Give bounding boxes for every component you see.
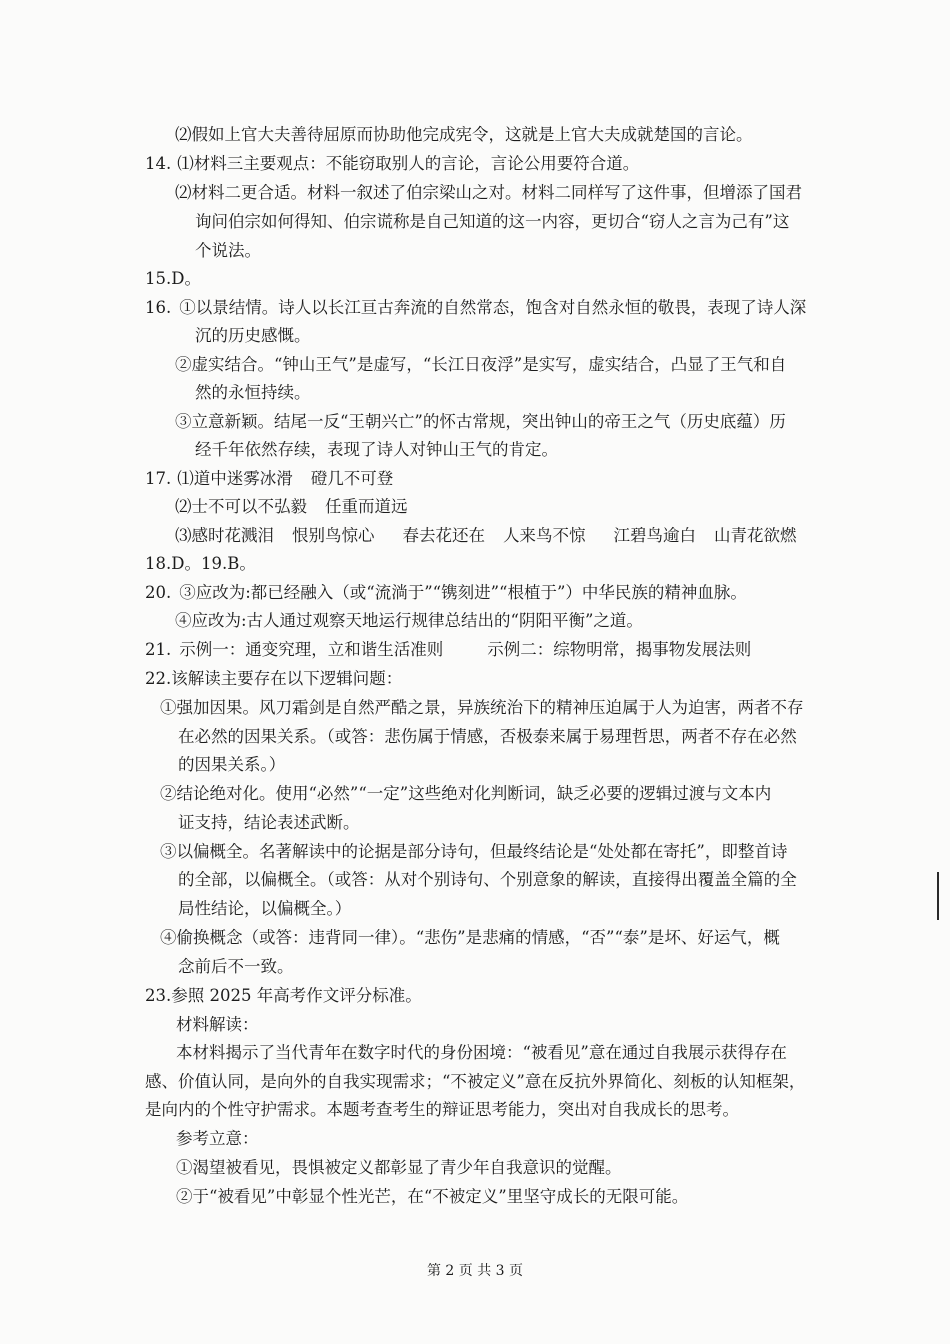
q23-reading-line-2: 感、价值认同，是向外的自我实现需求；“不被定义”意在反抗外界简化、刻板的认知框架，: [145, 1072, 806, 1091]
q17-answer-3-part-2: 恨别鸟惊心: [292, 526, 375, 545]
q22-point-1-line-3: 的因果关系。）: [178, 755, 286, 774]
q22-point-4-line-1: ④偷换概念（或答：违背同一律）。“悲伤”是悲痛的情感，“否”“泰”是坏、好运气，概: [160, 928, 780, 947]
q17-answer-2-part-1: ⑵士不可以不弘毅: [175, 497, 307, 516]
q15-answer: 15.D。: [145, 269, 201, 288]
q22-point-2-line-2: 证支持，结论表述武断。: [178, 813, 360, 832]
page-number-footer: 第 2 页 共 3 页: [426, 1263, 524, 1279]
q14-answer-2-line-1: ⑵材料二更合适。材料一叙述了伯宗梁山之对。材料二同样写了这件事，但增添了国君: [175, 183, 802, 202]
scan-edge-mark: [937, 872, 939, 920]
q17-answer-3: [175, 525, 797, 547]
q22-point-1-line-1: ①强加因果。风刀霜剑是自然严酷之景，异族统治下的精神压迫属于人为迫害，两者不存: [160, 698, 804, 717]
q17-answer-3-part-1: ⑶感时花溅泪: [175, 526, 274, 545]
q17-answer-1-part-2: 磴几不可登: [310, 469, 394, 488]
q14-answer-1: [145, 153, 639, 175]
q20-answer-1: [145, 582, 747, 604]
q22-point-1-line-2: 在必然的因果关系。（或答：悲伤属于情感，否极泰来属于易理哲思，两者不存在必然: [178, 727, 797, 746]
q17-answer-3-part-4: 人来鸟不惊: [503, 526, 586, 545]
q14-answer-2-line-3: 个说法。: [195, 241, 261, 260]
q16-answer-2-line-2: 然的永恒持续。: [195, 383, 311, 402]
q23-heading: 23.参照 2025 年高考作文评分标准。: [145, 986, 422, 1005]
q17-answer-1-part-1: ⑴道中迷雾冰滑: [177, 469, 293, 488]
q22-point-3-line-3: 局性结论，以偏概全。）: [178, 899, 352, 918]
q17-answer-1: [145, 468, 393, 490]
q23-reading-line-3: 是向内的个性守护需求。本题考查考生的辩证思考能力，突出对自我成长的思考。: [145, 1100, 739, 1119]
q22-heading: 22.该解读主要存在以下逻辑问题：: [145, 669, 403, 688]
q14-number: 14.: [145, 154, 172, 173]
q16-answer-2-line-1: ②虚实结合。“钟山王气”是虚写，“长江日夜浮”是实写，虚实结合，凸显了王气和自: [175, 355, 787, 374]
q20-number: 20.: [145, 583, 172, 602]
q17-answer-2-part-2: 任重而道远: [325, 497, 408, 516]
q21-answer: [145, 639, 751, 661]
q23-reading-line-1: 本材料揭示了当代青年在数字时代的身份困境：“被看见”意在通过自我展示获得存在: [176, 1043, 787, 1062]
q23-reading-label: 材料解读：: [176, 1015, 259, 1034]
q22-point-2-line-1: ②结论绝对化。使用“必然”“一定”这些绝对化判断词，缺乏必要的逻辑过渡与文本内: [160, 784, 772, 803]
q16-answer-1-line-2: 沉的历史感慨。: [195, 326, 311, 345]
q17-answer-2: [175, 496, 408, 518]
q22-point-4-line-2: 念前后不一致。: [178, 957, 294, 976]
q21-number: 21.: [145, 640, 172, 659]
q14-answer-2-line-2: 询问伯宗如何得知、伯宗谎称是自己知道的这一内容，更切合“窃人之言为己有”这: [195, 212, 790, 231]
q13-answer-2: ⑵假如上官大夫善待屈原而协助他完成宪令，这就是上官大夫成就楚国的言论。: [175, 125, 753, 144]
q16-number: 16.: [145, 298, 172, 317]
q14-answer-1-text: ⑴材料三主要观点：不能窃取别人的言论，言论公用要符合道。: [177, 154, 640, 173]
q17-answer-3-part-5: 江碧鸟逾白: [613, 526, 696, 545]
q17-answer-3-part-3: 春去花还在: [402, 526, 485, 545]
q21-example-2: 示例二：综物明常，揭事物发展法则: [487, 640, 752, 659]
q21-example-1: 示例一：通变究理，立和谐生活准则: [179, 640, 444, 659]
q17-number: 17.: [145, 469, 172, 488]
q23-idea-label: 参考立意：: [176, 1129, 259, 1148]
q17-answer-3-part-6: 山青花欲燃: [714, 526, 797, 545]
q18-q19-answers: 18.D。19.B。: [145, 554, 256, 573]
q16-answer-1-line-1: [145, 297, 806, 319]
q16-answer-1-text: ①以景结情。诗人以长江亘古奔流的自然常态，饱含对自然永恒的敬畏，表现了诗人深: [179, 298, 807, 317]
q22-point-3-line-2: 的全部，以偏概全。（或答：从对个别诗句、个别意象的解读，直接得出覆盖全篇的全: [178, 870, 797, 889]
q16-answer-3-line-2: 经千年依然存续，表现了诗人对钟山王气的肯定。: [195, 440, 558, 459]
q23-idea-1: ①渴望被看见，畏惧被定义都彰显了青少年自我意识的觉醒。: [176, 1158, 622, 1177]
q22-point-3-line-1: ③以偏概全。名著解读中的论据是部分诗句，但最终结论是“处处都在寄托”，即整首诗: [160, 842, 788, 861]
q16-answer-3-line-1: ③立意新颖。结尾一反“王朝兴亡”的怀古常规，突出钟山的帝王之气（历史底蕴）历: [175, 412, 786, 431]
q23-idea-2: ②于“被看见”中彰显个性光芒，在“不被定义”里坚守成长的无限可能。: [176, 1187, 689, 1206]
q20-answer-1-text: ③应改为:都已经融入（或“流淌于”“镌刻进”“根植于”）中华民族的精神血脉。: [179, 583, 747, 602]
q20-answer-2: ④应改为:古人通过观察天地运行规律总结出的“阴阳平衡”之道。: [175, 611, 643, 630]
